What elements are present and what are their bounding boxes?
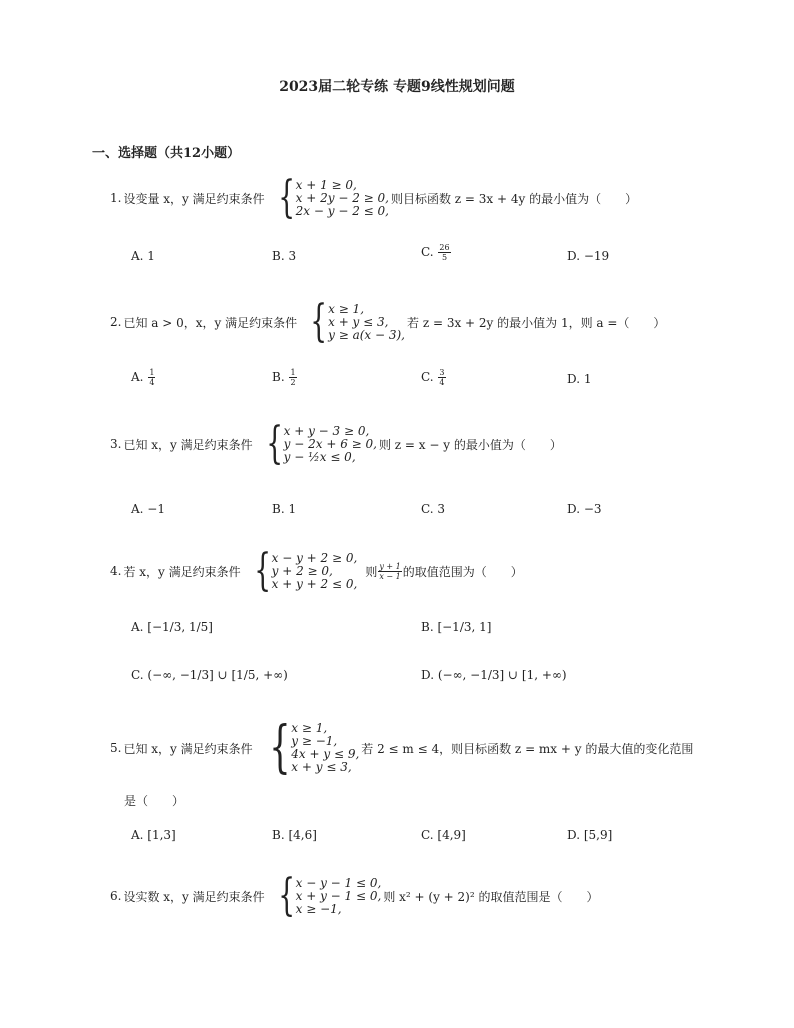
constraint: x + y − 1 ≤ 0, xyxy=(295,888,382,903)
question-stem-continued: 是（ ） xyxy=(124,794,185,808)
question-stem: 已知 x，y 满足约束条件 xyxy=(123,437,253,452)
constraint: 4x + y ≤ 9, xyxy=(291,747,360,761)
constraint: x ≥ 1, xyxy=(291,721,328,735)
constraint-system xyxy=(267,172,389,223)
question-2 xyxy=(110,296,666,347)
question-number: 5. xyxy=(110,741,122,755)
question-stem-end: 则 x² + (y + 2)² 的取值范围是（ ） xyxy=(383,889,599,904)
page-title: 2023届二轮专练 专题9线性规划问题 xyxy=(279,79,515,95)
fraction: $\frac{1}{2}$ xyxy=(290,368,296,387)
option-c: C. [4,9] xyxy=(421,828,466,842)
constraint: y ≥ −1, xyxy=(291,734,338,748)
brace-icon: { xyxy=(253,545,271,596)
option-c: C. 3 xyxy=(421,502,446,516)
question-number: 4. xyxy=(110,564,122,578)
fraction: $\frac{3}{4}$ xyxy=(439,368,445,387)
option-label: A. xyxy=(131,370,144,384)
question-3 xyxy=(110,418,562,469)
fraction: $\frac{1}{4}$ xyxy=(149,368,155,387)
brace-icon: { xyxy=(268,715,291,780)
brace-icon: { xyxy=(265,418,283,469)
constraint: y ≥ a(x − 3), xyxy=(328,327,405,342)
question-stem-end: 的取值范围为（ ） xyxy=(402,564,523,579)
question-stem: 已知 x，y 满足约束条件 xyxy=(123,741,253,756)
question-stem: 设变量 x，y 满足约束条件 xyxy=(123,191,265,206)
option-b: B. [−1/3, 1] xyxy=(421,620,492,634)
constraint: x + 1 ≥ 0, xyxy=(295,177,357,192)
question-stem: 若 x，y 满足约束条件 xyxy=(123,564,241,579)
constraint: x + y ≤ 3, xyxy=(328,314,389,329)
question-number: 6. xyxy=(110,889,122,903)
constraint: y − 2x + 6 ≥ 0, xyxy=(283,436,377,451)
brace-icon: { xyxy=(310,296,328,347)
option-label: C. xyxy=(421,370,434,384)
option-b xyxy=(272,368,298,387)
question-stem-end: 则目标函数 z = 3x + 4y 的最小值为（ ） xyxy=(390,191,638,206)
constraint: x + y − 3 ≥ 0, xyxy=(283,423,370,438)
constraint: x + y ≤ 3, xyxy=(291,760,352,774)
question-1 xyxy=(110,172,638,223)
constraint: y + 2 ≥ 0, xyxy=(271,563,333,578)
question-6 xyxy=(110,870,599,921)
question-stem-end: 若 2 ≤ m ≤ 4，则目标函数 z = mx + y 的最大值的变化范围 xyxy=(361,741,694,756)
constraint-system xyxy=(299,296,405,347)
fraction: $\frac{26}{5}$ xyxy=(439,243,450,262)
option-a: A. 1 xyxy=(131,249,155,263)
constraint: x + y + 2 ≤ 0, xyxy=(271,576,358,591)
option-a xyxy=(131,368,156,387)
constraint: 2x − y − 2 ≤ 0, xyxy=(295,203,389,218)
option-a: A. [1,3] xyxy=(131,828,176,842)
fraction: $\frac{y + 1}{x - 1}$ xyxy=(379,561,401,581)
question-4 xyxy=(110,545,523,596)
constraint-system xyxy=(255,418,377,469)
brace-icon: { xyxy=(277,870,295,921)
question-stem-end: 若 z = 3x + 2y 的最小值为 1，则 a =（ ） xyxy=(407,315,666,330)
constraint: x + 2y − 2 ≥ 0, xyxy=(295,190,389,205)
constraint: x − y + 2 ≥ 0, xyxy=(271,550,358,565)
question-5 xyxy=(110,715,694,780)
option-d: D. −19 xyxy=(567,249,610,263)
constraint: y − ½x ≤ 0, xyxy=(283,449,356,464)
option-b: B. 1 xyxy=(272,502,297,516)
constraint: x − y − 1 ≤ 0, xyxy=(295,875,382,890)
option-d: D. [5,9] xyxy=(567,828,613,842)
question-stem-end: 则 z = x − y 的最小值为（ ） xyxy=(378,437,562,452)
constraint: x ≥ −1, xyxy=(295,901,342,916)
question-number: 3. xyxy=(110,437,122,451)
option-label: C. xyxy=(421,245,434,259)
option-d: D. (−∞, −1/3] ∪ [1, +∞) xyxy=(421,668,567,682)
question-stem: 设实数 x，y 满足约束条件 xyxy=(123,889,265,904)
option-label: B. xyxy=(272,370,285,384)
option-a: A. −1 xyxy=(131,502,165,516)
question-number: 2. xyxy=(110,315,122,329)
option-b: B. 3 xyxy=(272,249,297,263)
option-c xyxy=(421,243,452,262)
constraint-system xyxy=(255,715,360,780)
constraint: x ≥ 1, xyxy=(328,301,365,316)
section-heading: 一、选择题（共12小题） xyxy=(92,146,241,161)
constraint-system xyxy=(243,545,358,596)
option-b: B. [4,6] xyxy=(272,828,317,842)
question-number: 1. xyxy=(110,191,122,205)
option-c: C. (−∞, −1/3] ∪ [1/5, +∞) xyxy=(131,668,288,682)
question-stem: 已知 a > 0，x，y 满足约束条件 xyxy=(123,315,298,330)
option-a: A. [−1/3, 1/5] xyxy=(131,620,213,634)
option-d: D. 1 xyxy=(567,372,592,386)
constraint-system xyxy=(267,870,382,921)
brace-icon: { xyxy=(277,172,295,223)
option-c xyxy=(421,368,447,387)
option-d: D. −3 xyxy=(567,502,602,516)
question-stem-mid: 则 xyxy=(365,564,378,579)
